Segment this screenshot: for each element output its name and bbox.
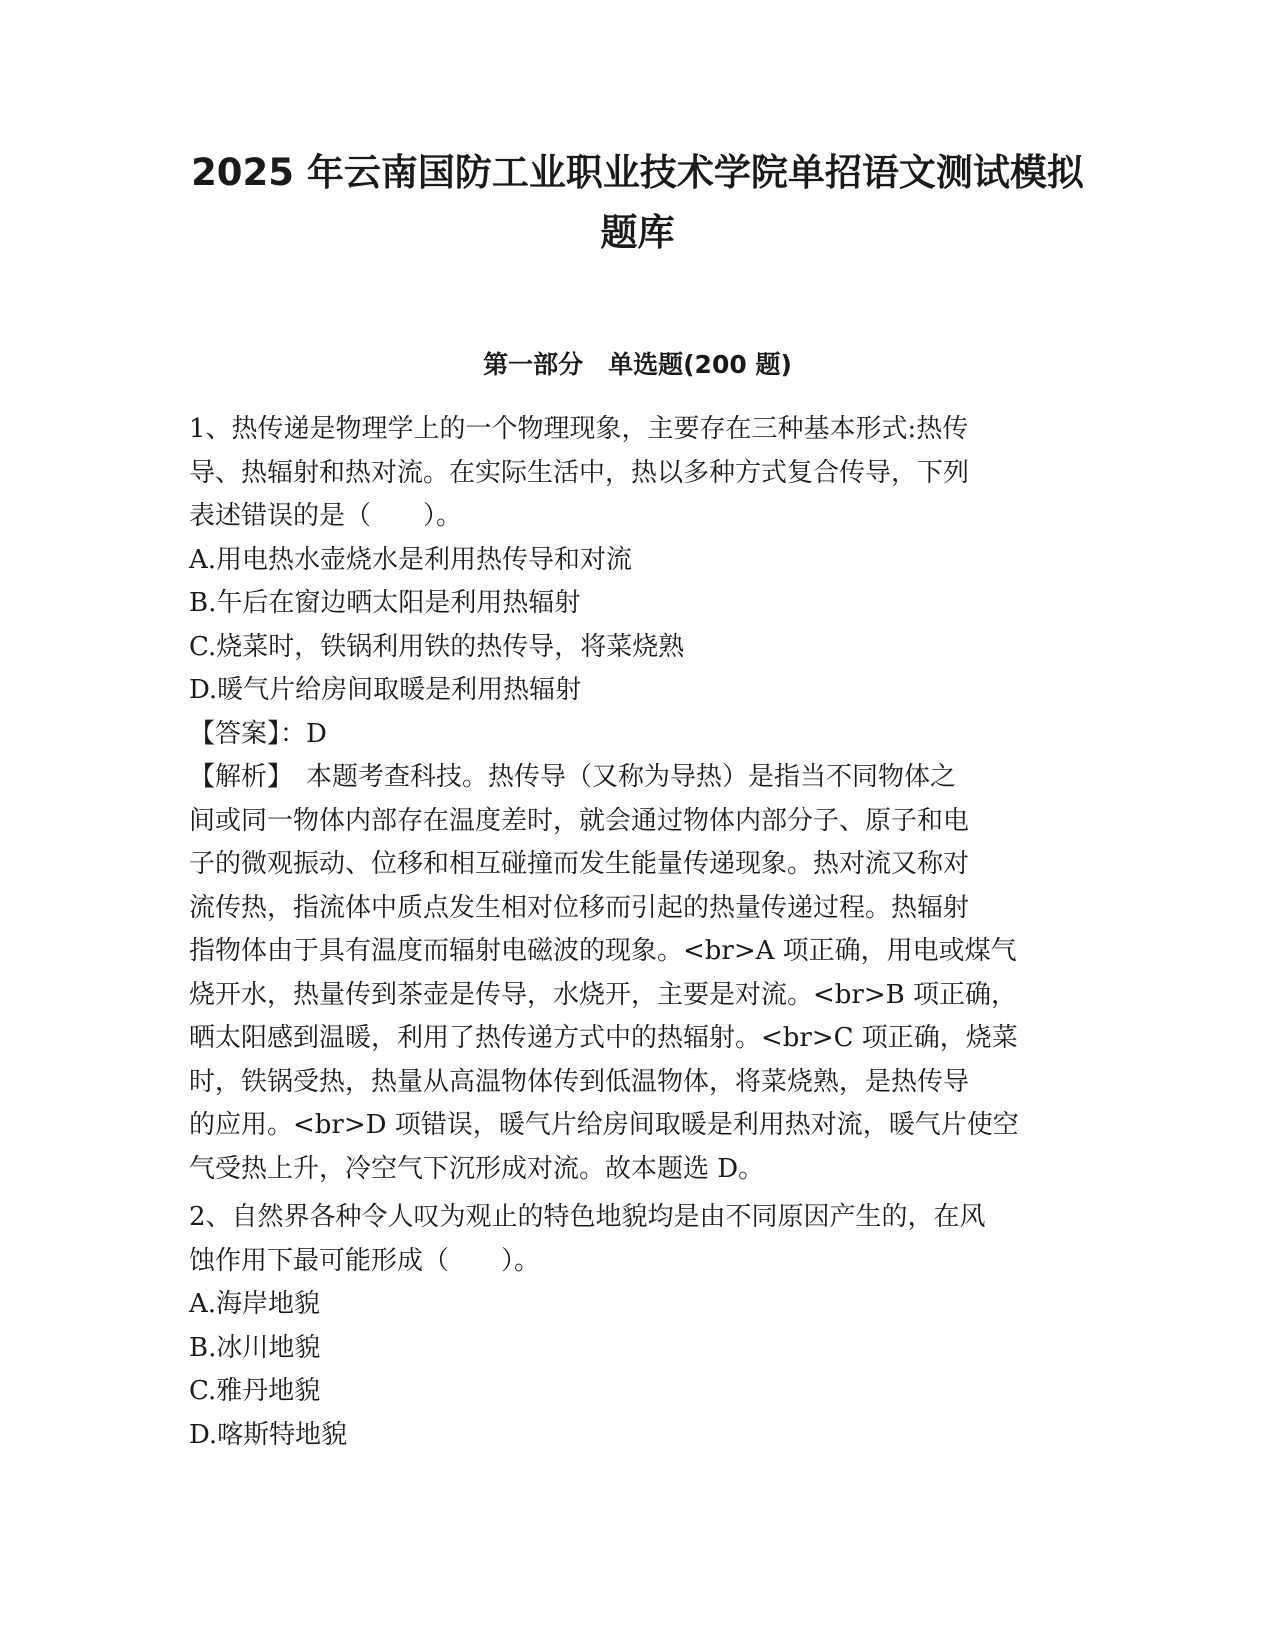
option-a: A.海岸地貌 [189,1289,321,1319]
question-stem [189,408,1089,539]
analysis-line: 指物体由于具有温度而辐射电磁波的现象。<br>A 项正确，用电或煤气 [189,936,1017,966]
option-b: B.冰川地貌 [189,1332,321,1363]
analysis-line: 流传热，指流体中质点发生相对位移而引起的热量传递过程。热辐射 [189,892,970,923]
stem-line: 1、热传递是物理学上的一个物理现象，主要存在三种基本形式:热传 [189,414,969,444]
analysis-line: 的应用。<br>D 项错误，暖气片给房间取暖是利用热对流，暖气片使空 [189,1110,1019,1140]
options-list [189,539,1089,713]
question-stem [189,1196,1089,1283]
document-title [150,143,1125,263]
stem-line: 2、自然界各种令人叹为观止的特色地貌均是由不同原因产生的，在风 [189,1202,986,1232]
title-line: 题库 [600,211,675,254]
option-c: C.烧菜时，铁锅利用铁的热传导，将菜烧熟 [189,631,685,662]
analysis-block [189,756,1089,1191]
option-b: B.午后在窗边晒太阳是利用热辐射 [189,588,581,618]
section-heading: 第一部分 单选题(200 题) [483,350,792,379]
stem-line: 导、热辐射和热对流。在实际生活中，热以多种方式复合传导，下列 [189,457,970,488]
options-list [189,1283,1089,1457]
analysis-line: 晒太阳感到温暖，利用了热传递方式中的热辐射。<br>C 项正确，烧菜 [189,1023,1018,1053]
question-2 [189,1196,1089,1457]
option-c: C.雅丹地貌 [189,1376,321,1406]
analysis-line: 时，铁锅受热，热量从高温物体传到低温物体，将菜烧熟，是热传导 [189,1066,970,1097]
option-d: D.暖气片给房间取暖是利用热辐射 [189,675,582,705]
option-a: A.用电热水壶烧水是利用热传导和对流 [189,544,633,575]
stem-line: 蚀作用下最可能形成（ ）。 [189,1245,541,1276]
option-d: D.喀斯特地貌 [189,1419,348,1450]
analysis-line: 气受热上升，冷空气下沉形成对流。故本题选 D。 [189,1153,765,1184]
analysis-line: 间或同一物体内部存在温度差时，就会通过物体内部分子、原子和电 [189,805,970,836]
stem-line: 表述错误的是（ ）。 [189,501,463,531]
title-line: 2025 年云南国防工业职业技术学院单招语文测试模拟 [191,151,1084,194]
analysis-line: 烧开水，热量传到茶壶是传导，水烧开，主要是对流。<br>B 项正确， [189,979,1018,1010]
analysis-line: 子的微观振动、位移和相互碰撞而发生能量传递现象。热对流又称对 [189,849,970,879]
question-1 [189,408,1089,1191]
answer-line: 【答案】：D [189,718,327,749]
analysis-line: 【解析】 本题考查科技。热传导（又称为导热）是指当不同物体之 [189,762,957,792]
